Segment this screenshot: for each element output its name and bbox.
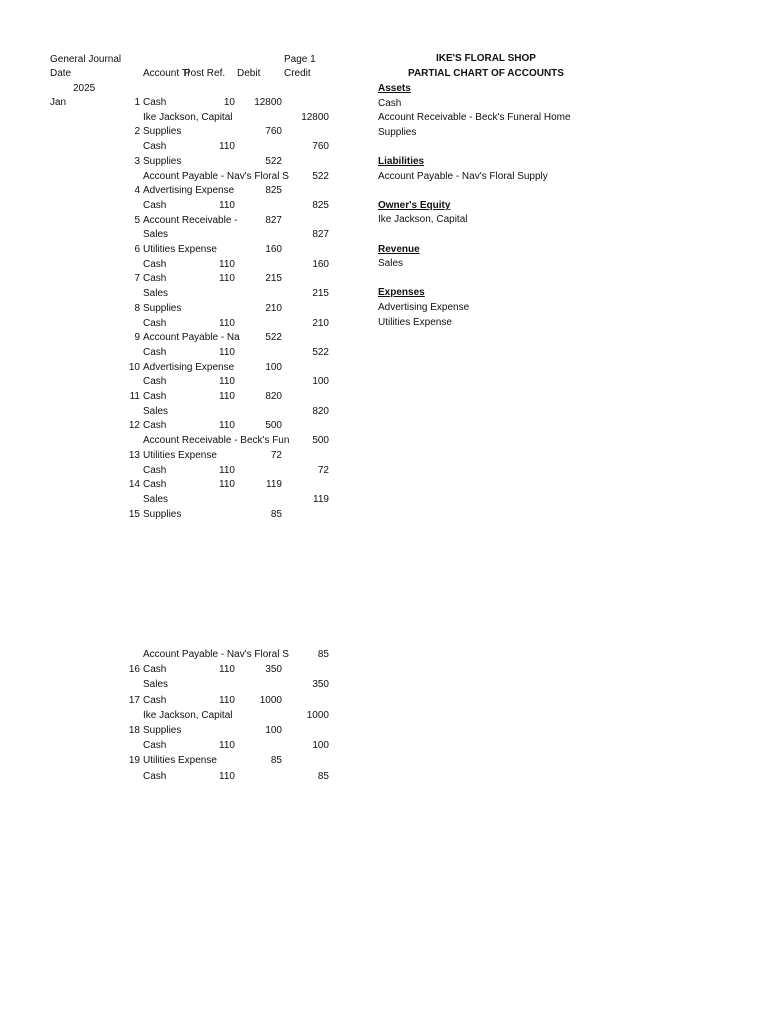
- entry-credit: [284, 244, 329, 256]
- entry-post-ref: 110: [219, 479, 235, 491]
- entry-credit: 1000: [306, 709, 329, 721]
- coa-account-item: Account Receivable - Beck's Funeral Home: [378, 112, 571, 124]
- entry-day: [118, 406, 140, 418]
- header-post-ref: Post Ref.: [184, 68, 226, 79]
- entry-day: [118, 200, 140, 212]
- entry-post-ref: [200, 450, 235, 462]
- entry-debit: [237, 200, 282, 212]
- entry-post-ref: 110: [219, 376, 235, 388]
- entry-debit: [237, 347, 282, 359]
- entry-debit: [237, 112, 282, 124]
- entry-account: Cash: [143, 199, 167, 211]
- coa-section-heading: Revenue: [378, 243, 420, 255]
- entry-account: Supplies: [143, 508, 182, 520]
- entry-account: Sales: [143, 405, 169, 417]
- entry-credit: 72: [317, 464, 329, 476]
- entry-account: Cash: [143, 141, 167, 153]
- entry-account: Account Payable - Na: [143, 332, 240, 344]
- entry-credit: 820: [312, 405, 329, 417]
- entry-day: 5: [134, 214, 140, 226]
- coa-account-item: Utilities Expense: [378, 316, 452, 328]
- entry-account: Sales: [143, 288, 169, 300]
- entry-debit: [237, 679, 282, 691]
- entry-debit: [237, 710, 282, 722]
- coa-account-item: Supplies: [378, 126, 417, 138]
- coa-account-item: Advertising Expense: [378, 302, 470, 313]
- chart-title: PARTIAL CHART OF ACCOUNTS: [408, 68, 564, 79]
- entry-post-ref: [200, 494, 235, 506]
- entry-debit: 522: [265, 155, 282, 167]
- entry-day: 7: [134, 273, 140, 285]
- entry-post-ref: [200, 649, 235, 661]
- coa-account-item: Account Payable - Nav's Floral Supply: [378, 170, 548, 182]
- entry-day: 1: [134, 97, 140, 108]
- entry-post-ref: [200, 362, 235, 374]
- journal-year: 2025: [73, 83, 96, 94]
- entry-post-ref: [200, 755, 235, 767]
- shop-name: IKE'S FLORAL SHOP: [436, 53, 536, 64]
- entry-post-ref: [200, 303, 235, 315]
- entry-day: 18: [128, 725, 140, 736]
- entry-debit: 522: [265, 332, 282, 344]
- entry-debit: 350: [265, 664, 282, 676]
- entry-account: Sales: [143, 493, 169, 505]
- entry-account: Utilities Expense: [143, 755, 217, 767]
- entry-account: Account Receivable -: [143, 214, 238, 226]
- entry-account: Supplies: [143, 302, 182, 314]
- entry-account: Utilities Expense: [143, 244, 217, 255]
- entry-debit: [237, 435, 282, 447]
- entry-post-ref: 110: [219, 141, 235, 153]
- entry-day: [118, 288, 140, 300]
- entry-account: Cash: [143, 740, 167, 752]
- entry-credit: 760: [312, 141, 329, 153]
- entry-account: Cash: [143, 770, 167, 782]
- entry-credit: 85: [317, 649, 329, 660]
- entry-day: 3: [134, 155, 140, 167]
- entry-post-ref: 110: [219, 317, 235, 329]
- entry-account: Sales: [143, 679, 169, 691]
- entry-post-ref: [200, 244, 235, 256]
- entry-debit: [237, 649, 282, 661]
- entry-post-ref: [200, 171, 235, 183]
- entry-debit: 500: [265, 420, 282, 432]
- entry-credit: [284, 479, 329, 491]
- entry-account: Cash: [143, 376, 167, 388]
- header-date: Date: [50, 68, 72, 79]
- entry-debit: 12800: [254, 97, 282, 108]
- entry-day: [118, 740, 140, 752]
- entry-post-ref: 110: [219, 346, 235, 358]
- entry-credit: [284, 185, 329, 197]
- entry-credit: [284, 391, 329, 403]
- entry-post-ref: [200, 229, 235, 241]
- entry-debit: [237, 406, 282, 418]
- header-credit: Credit: [284, 68, 311, 79]
- entry-debit: [237, 465, 282, 477]
- entry-account: Cash: [143, 346, 167, 358]
- entry-debit: 85: [270, 755, 282, 767]
- entry-post-ref: 10: [223, 97, 235, 108]
- entry-account: Cash: [143, 464, 167, 476]
- entry-debit: [237, 288, 282, 300]
- entry-day: 10: [128, 361, 140, 373]
- entry-day: 6: [134, 244, 140, 255]
- entry-day: [118, 229, 140, 241]
- header-debit: Debit: [237, 68, 261, 79]
- entry-debit: [237, 259, 282, 271]
- entry-day: [118, 376, 140, 388]
- entry-debit: [237, 771, 282, 783]
- entry-post-ref: [200, 112, 235, 124]
- entry-credit: 522: [312, 346, 329, 358]
- entry-credit: 119: [313, 493, 329, 505]
- entry-post-ref: [200, 435, 235, 447]
- entry-account: Account Payable - Nav's Floral S: [143, 170, 289, 182]
- entry-day: 11: [129, 391, 140, 402]
- entry-post-ref: [200, 332, 235, 344]
- entry-post-ref: [200, 679, 235, 691]
- entry-debit: 119: [266, 479, 282, 491]
- entry-account: Cash: [143, 391, 167, 402]
- entry-account: Ike Jackson, Capital: [143, 709, 233, 721]
- entry-day: [118, 141, 140, 153]
- entry-credit: [284, 303, 329, 315]
- entry-day: [118, 649, 140, 661]
- entry-credit: [284, 362, 329, 374]
- entry-debit: [237, 229, 282, 241]
- entry-day: 13: [128, 449, 140, 461]
- entry-credit: [284, 450, 329, 462]
- entry-day: [118, 465, 140, 477]
- entry-debit: [237, 740, 282, 752]
- entry-credit: 210: [312, 317, 329, 329]
- entry-post-ref: 110: [219, 770, 235, 782]
- entry-debit: [237, 318, 282, 330]
- entry-account: Advertising Expense: [143, 361, 235, 373]
- entry-debit: [237, 494, 282, 506]
- entry-credit: 350: [312, 679, 329, 691]
- entry-day: 2: [134, 126, 140, 138]
- entry-account: Cash: [143, 420, 167, 432]
- entry-debit: [237, 171, 282, 183]
- entry-account: Supplies: [143, 155, 182, 167]
- entry-day: 16: [128, 664, 140, 676]
- entry-credit: 825: [312, 199, 329, 211]
- entry-credit: 85: [317, 770, 329, 782]
- entry-credit: [284, 664, 329, 676]
- coa-section-heading: Owner's Equity: [378, 199, 451, 211]
- entry-credit: [284, 126, 329, 138]
- entry-credit: [284, 755, 329, 767]
- entry-post-ref: [200, 406, 235, 418]
- header-account-title: Account Ti: [143, 68, 190, 79]
- entry-post-ref: 110: [219, 391, 235, 402]
- entry-post-ref: 110: [219, 664, 235, 676]
- entry-day: [118, 771, 140, 783]
- entry-day: 14: [128, 479, 140, 491]
- entry-account: Cash: [143, 694, 167, 706]
- entry-account: Cash: [143, 97, 167, 108]
- entry-day: [118, 112, 140, 124]
- entry-debit: 100: [265, 361, 282, 373]
- entry-account: Cash: [143, 479, 167, 491]
- page-label: Page 1: [284, 54, 316, 65]
- entry-account: Cash: [143, 258, 167, 270]
- entry-credit: [284, 420, 329, 432]
- coa-section-heading: Expenses: [378, 287, 425, 299]
- entry-credit: [284, 215, 329, 227]
- coa-account-item: Cash: [378, 97, 402, 109]
- entry-debit: 160: [265, 244, 282, 255]
- entry-post-ref: 110: [219, 740, 235, 752]
- entry-day: 8: [134, 302, 140, 314]
- entry-debit: 100: [265, 725, 282, 736]
- entry-debit: 1000: [259, 694, 282, 706]
- entry-post-ref: 110: [219, 464, 235, 476]
- entry-post-ref: 110: [219, 199, 235, 211]
- entry-account: Ike Jackson, Capital: [143, 111, 233, 123]
- entry-debit: 760: [265, 126, 282, 138]
- entry-day: [118, 494, 140, 506]
- entry-debit: 827: [265, 214, 282, 226]
- entry-credit: [284, 332, 329, 344]
- entry-post-ref: [200, 215, 235, 227]
- entry-debit: 215: [265, 273, 282, 285]
- entry-credit: [284, 97, 329, 109]
- entry-post-ref: [200, 725, 235, 737]
- entry-day: 9: [134, 332, 140, 344]
- entry-account: Cash: [143, 273, 167, 285]
- entry-account: Supplies: [143, 725, 182, 736]
- entry-credit: [284, 725, 329, 737]
- coa-account-item: Sales: [378, 258, 404, 270]
- entry-post-ref: 110: [219, 420, 235, 432]
- entry-day: [118, 347, 140, 359]
- entry-debit: 825: [265, 185, 282, 197]
- entry-debit: 820: [265, 391, 282, 402]
- entry-credit: 827: [312, 229, 329, 241]
- entry-day: 12: [128, 420, 140, 432]
- entry-credit: 500: [312, 435, 329, 447]
- journal-title: General Journal: [50, 54, 122, 65]
- entry-credit: 522: [312, 170, 329, 182]
- entry-post-ref: [200, 509, 235, 521]
- entry-account: Sales: [143, 229, 169, 241]
- entry-credit: [284, 509, 329, 521]
- entry-debit: 72: [270, 449, 282, 461]
- entry-day: [118, 710, 140, 722]
- entry-day: 19: [128, 755, 140, 767]
- entry-credit: [284, 156, 329, 168]
- entry-credit: 215: [312, 288, 329, 300]
- entry-account: Supplies: [143, 126, 182, 138]
- entry-credit: 160: [312, 258, 329, 270]
- entry-post-ref: [200, 288, 235, 300]
- entry-debit: 85: [270, 508, 282, 520]
- entry-account: Account Payable - Nav's Floral S: [143, 649, 289, 660]
- entry-credit: 100: [312, 376, 329, 388]
- entry-debit: [237, 141, 282, 153]
- entry-debit: [237, 376, 282, 388]
- entry-day: [118, 435, 140, 447]
- entry-day: 4: [134, 185, 140, 197]
- entry-day: 17: [128, 694, 140, 706]
- entry-post-ref: [200, 126, 235, 138]
- entry-account: Advertising Expense: [143, 185, 235, 197]
- entry-day: [118, 259, 140, 271]
- coa-section-heading: Liabilities: [378, 156, 425, 167]
- entry-day: [118, 679, 140, 691]
- entry-credit: 12800: [301, 111, 329, 123]
- entry-account: Cash: [143, 317, 167, 329]
- entry-debit: 210: [265, 302, 282, 314]
- entry-credit: 100: [312, 740, 329, 752]
- entry-post-ref: 110: [219, 258, 235, 270]
- entry-post-ref: [200, 185, 235, 197]
- entry-day: 15: [128, 508, 140, 520]
- entry-credit: [284, 273, 329, 285]
- entry-account: Cash: [143, 664, 167, 676]
- entry-post-ref: [200, 156, 235, 168]
- entry-account: Utilities Expense: [143, 449, 217, 461]
- entry-day: [118, 171, 140, 183]
- entry-post-ref: [200, 710, 235, 722]
- entry-credit: [284, 695, 329, 707]
- coa-account-item: Ike Jackson, Capital: [378, 214, 468, 226]
- journal-month: Jan: [50, 97, 67, 108]
- entry-account: Account Receivable - Beck's Fun: [143, 435, 290, 447]
- entry-post-ref: 110: [219, 273, 235, 285]
- entry-day: [118, 318, 140, 330]
- entry-post-ref: 110: [219, 694, 235, 706]
- coa-section-heading: Assets: [378, 83, 411, 94]
